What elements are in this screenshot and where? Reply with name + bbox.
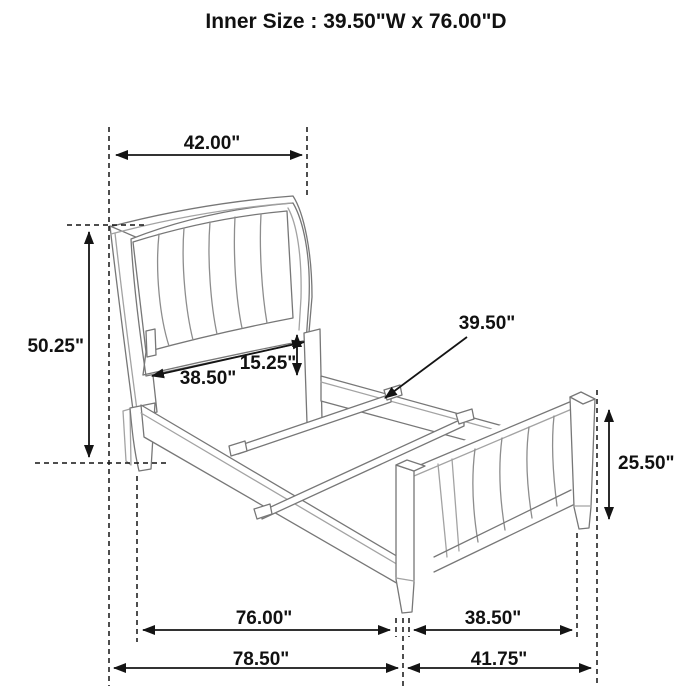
diagram-title: Inner Size : 39.50"W x 76.00"D [205, 10, 507, 33]
label-headboard-inner: 38.50" [179, 368, 237, 389]
dim-arrow-slat-pointer [385, 337, 467, 398]
label-slat-width: 39.50" [458, 313, 516, 334]
rail-bracket [146, 329, 156, 357]
label-headboard-height: 50.25" [27, 336, 84, 357]
label-footboard-height: 25.50" [618, 453, 675, 474]
label-overall-width: 41.75" [470, 649, 528, 670]
label-rail-length: 76.00" [235, 608, 293, 629]
label-headboard-width: 42.00" [183, 133, 241, 154]
near-side-rail [141, 405, 400, 585]
label-footboard-inner: 38.50" [464, 608, 522, 629]
footboard-left-post [396, 465, 414, 613]
label-overall-depth: 78.50" [232, 649, 290, 670]
footboard-right-post [570, 397, 595, 529]
label-panel-gap: 15.25" [239, 353, 297, 374]
bed-line-drawing [109, 196, 595, 613]
headboard-right-post [304, 329, 322, 423]
